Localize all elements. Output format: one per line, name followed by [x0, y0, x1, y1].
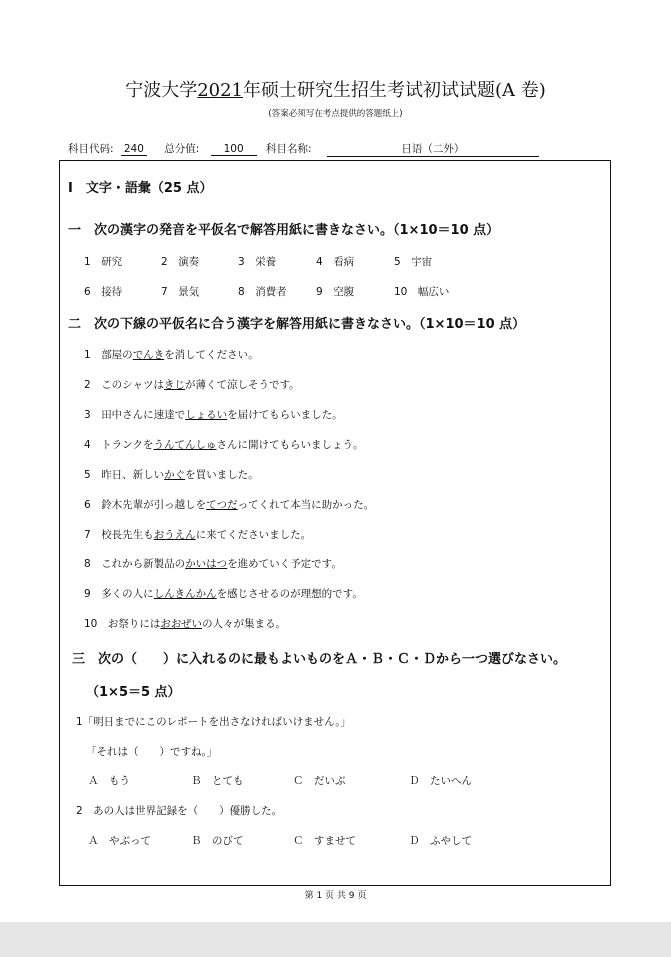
q3-option: Ａ やぶって: [88, 835, 151, 847]
q3-option: Ｃ だいぶ: [293, 775, 346, 787]
q2-item: 2 このシャツはきじが薄くて涼しそうです。: [84, 379, 300, 391]
question-3-points: （1×5＝5 点）: [86, 685, 181, 700]
exam-subtitle: (答案必须写在考点提供的答题纸上): [268, 109, 403, 119]
q3-item-2-line1: 2 あの人は世界記録を（ ）優勝した。: [76, 805, 283, 817]
q1-item: 5 宇宙: [394, 256, 433, 268]
q2-item: 9 多くの人にしんきんかんを感じさせるのが理想的です。: [84, 588, 363, 600]
q2-item: 5 昨日、新しいかぐを買いました。: [84, 469, 259, 481]
q3-option: Ｃ すませて: [293, 835, 356, 847]
q3-option: Ｂ とても: [191, 775, 244, 787]
q3-item-1-line2: 「それは（ ）ですね。」: [86, 746, 218, 758]
q1-item: 3 栄養: [238, 256, 277, 268]
q1-item: 6 接待: [84, 286, 123, 298]
q1-item: 9 空腹: [316, 286, 355, 298]
q3-option: Ｄ たいへん: [409, 775, 472, 787]
q2-item: 6 鈴木先輩が引っ越しをてつだってくれて本当に助かった。: [84, 499, 375, 511]
name-label: 科目名称:: [265, 143, 312, 155]
question-3-title: 三 次の（ ）に入れるのに最もよいものをＡ・Ｂ・Ｃ・Ｄから一つ選びなさい。: [72, 652, 567, 667]
q1-item: 4 看病: [316, 256, 355, 268]
q2-item: 4 トランクをうんてんしゅさんに開けてもらいましょう。: [84, 439, 364, 451]
q1-item: 10 幅広い: [394, 286, 450, 298]
q2-item: 3 田中さんに速達でしょるいを届けてもらいました。: [84, 409, 343, 421]
q1-item: 8 消費者: [238, 286, 287, 298]
q3-item-1-line1: 1「明日までにこのレポートを出さなければいけません。」: [76, 716, 352, 728]
q2-item: 7 校長先生もおうえんに来てくださいました。: [84, 529, 312, 541]
q1-item: 7 景気: [161, 286, 200, 298]
q1-item: 1 研究: [84, 256, 123, 268]
score-label: 总分值:: [164, 143, 200, 155]
q2-item: 1 部屋のでんきを消してください。: [84, 349, 259, 361]
viewer-bottom-bar: [0, 922, 671, 957]
q2-item: 10 お祭りにはおおぜいの人々が集まる。: [84, 618, 287, 630]
q3-option: Ｂ のびて: [191, 835, 244, 847]
name-value: 日语（二外）: [327, 141, 539, 157]
q3-option: Ａ もう: [88, 775, 130, 787]
q1-item: 2 演奏: [161, 256, 200, 268]
page-footer: 第 1 页 共 9 页: [304, 891, 367, 901]
subject-info-row: [68, 141, 539, 157]
code-value: 240: [121, 143, 147, 156]
code-label: 科目代码:: [68, 143, 114, 155]
exam-title: 宁波大学2021年硕士研究生招生考试初试试题(A 卷): [125, 80, 546, 101]
score-value: 100: [211, 143, 257, 156]
question-1-title: 一 次の漢字の発音を平仮名で解答用紙に書きなさい。（1×10＝10 点）: [68, 223, 500, 238]
q2-item: 8 これから新製品のかいはつを進めていく予定です。: [84, 558, 342, 570]
section-heading: Ⅰ 文字・語彙（25 点）: [68, 181, 213, 196]
question-2-title: 二 次の下線の平仮名に合う漢字を解答用紙に書きなさい。（1×10＝10 点）: [68, 317, 526, 332]
q3-option: Ｄ ふやして: [409, 835, 472, 847]
